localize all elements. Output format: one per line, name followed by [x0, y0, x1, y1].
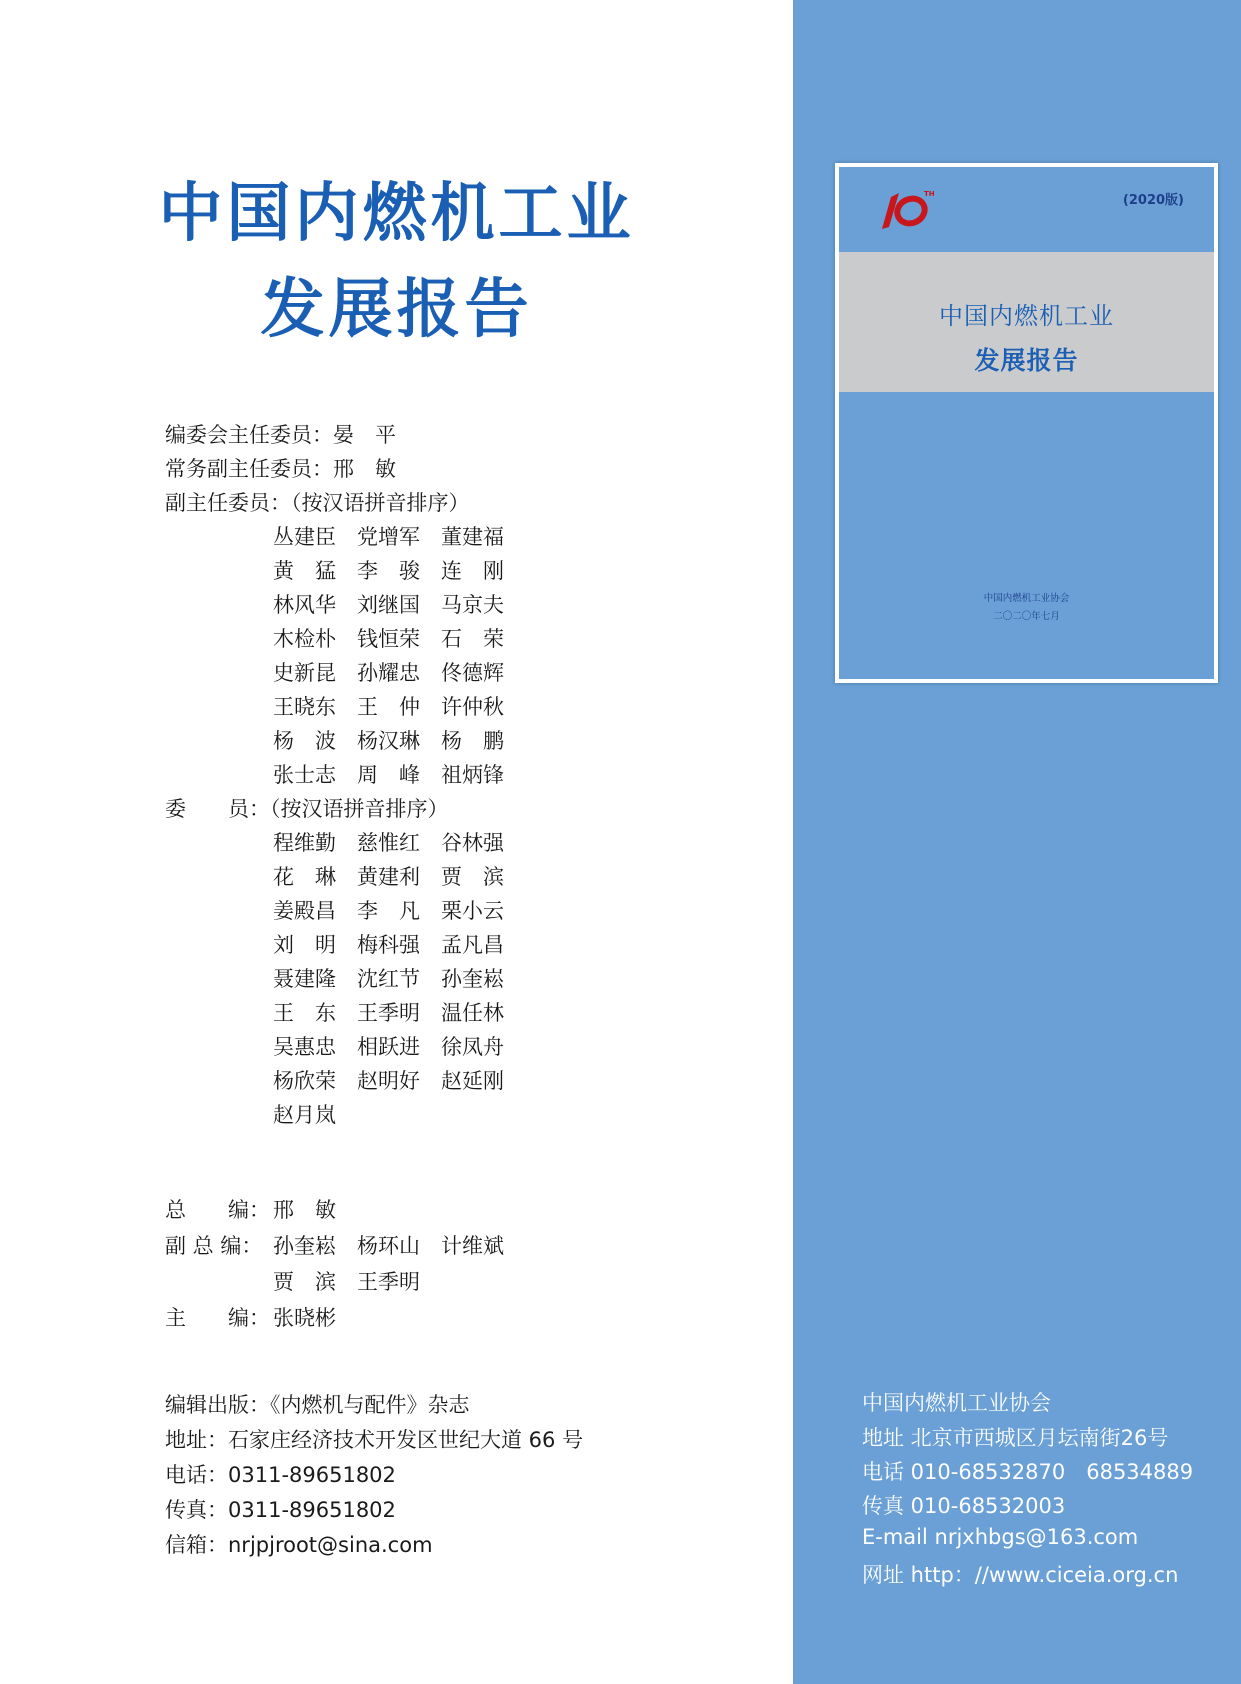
person-name: 赵明好 [357, 1069, 420, 1093]
person-name: 赵月岚 [273, 1103, 336, 1127]
contact-fax: 传真 010-68532003 [862, 1494, 1066, 1518]
contact-email[interactable]: E-mail nrjxhbgs@163.com [862, 1525, 1139, 1549]
person-name: 刘 明 [273, 933, 336, 957]
person-name: 计维斌 [441, 1234, 504, 1258]
cover-date: 二〇二〇年七月 [993, 611, 1060, 622]
person-name: 徐凤舟 [441, 1035, 504, 1059]
cover-title-line2: 发展报告 [974, 346, 1079, 375]
person-name: 杨欣荣 [273, 1069, 336, 1093]
person-name: 刘继国 [357, 593, 420, 617]
person-name: 杨环山 [357, 1234, 420, 1258]
person-name: 温任林 [441, 1001, 504, 1025]
person-name: 木检朴 [273, 627, 336, 651]
person-name: 杨 波 [273, 729, 336, 753]
publisher-address: 地址：石家庄经济技术开发区世纪大道 66 号 [165, 1428, 584, 1452]
vice-chair-heading [165, 486, 470, 520]
member-heading [165, 792, 449, 826]
person-name: 黄建利 [357, 865, 420, 889]
person-name: 丛建臣 [273, 525, 336, 549]
person-name: 钱恒荣 [357, 627, 420, 651]
person-name: 李 骏 [357, 559, 420, 583]
exec-vice-chair-name: 邢 敏 [333, 457, 396, 481]
person-name: 聂建隆 [273, 967, 336, 991]
person-name: 孟凡昌 [441, 933, 504, 957]
person-name: 张晓彬 [273, 1306, 336, 1330]
person-name: 史新昆 [273, 661, 336, 685]
svg-text:TH: TH [924, 190, 935, 198]
member-label: 委 员：（按汉语拼音排序） [165, 797, 449, 821]
person-name: 李 凡 [357, 899, 420, 923]
cover-title-band [839, 252, 1214, 392]
cover-title-line1: 中国内燃机工业 [939, 302, 1114, 330]
person-name: 王 东 [273, 1001, 336, 1025]
person-name: 赵延刚 [441, 1069, 504, 1093]
publisher-line: 编辑出版：《内燃机与配件》杂志 [165, 1393, 470, 1417]
cover-organization: 中国内燃机工业协会 [983, 593, 1070, 604]
anniversary-10th-logo-icon [877, 187, 937, 232]
person-name: 孙奎崧 [273, 1234, 336, 1258]
person-name: 孙耀忠 [357, 661, 420, 685]
contact-organization: 中国内燃机工业协会 [862, 1391, 1051, 1415]
person-name: 沈红节 [357, 967, 420, 991]
person-name: 董建福 [441, 525, 504, 549]
person-name: 慈惟红 [357, 831, 420, 855]
person-name: 栗小云 [441, 899, 504, 923]
person-name: 梅科强 [357, 933, 420, 957]
chair-label: 编委会主任委员： [165, 423, 333, 447]
person-name: 张士志 [273, 763, 336, 787]
page-title-line2: 发展报告 [260, 272, 533, 347]
person-name: 党增军 [357, 525, 420, 549]
person-name: 相跃进 [357, 1035, 420, 1059]
person-name: 杨 鹏 [441, 729, 504, 753]
chair-row [165, 418, 396, 452]
publisher-phone: 电话：0311-89651802 [165, 1463, 396, 1487]
person-name: 吴惠忠 [273, 1035, 336, 1059]
person-name: 连 刚 [441, 559, 504, 583]
person-name: 王季明 [357, 1270, 420, 1294]
publisher-email: 信箱：nrjpjroot@sina.com [165, 1533, 433, 1557]
person-name: 周 峰 [357, 763, 420, 787]
person-name: 黄 猛 [273, 559, 336, 583]
page-title-line1: 中国内燃机工业 [158, 176, 635, 251]
person-name: 祖炳锋 [441, 763, 504, 787]
deputy-editor-label: 副 总 编： [165, 1234, 263, 1258]
person-name: 贾 滨 [441, 865, 504, 889]
deputy-editor-row [165, 1229, 504, 1263]
person-name: 王晓东 [273, 695, 336, 719]
person-name: 姜殿昌 [273, 899, 336, 923]
person-name: 邢 敏 [273, 1198, 336, 1222]
person-name: 王季明 [357, 1001, 420, 1025]
publisher-fax: 传真：0311-89651802 [165, 1498, 396, 1522]
editor-in-chief-label: 总 编： [165, 1198, 270, 1222]
chief-editor-label: 主 编： [165, 1306, 270, 1330]
person-name: 佟德辉 [441, 661, 504, 685]
person-name: 贾 滨 [273, 1270, 336, 1294]
vice-chair-label: 副主任委员：（按汉语拼音排序） [165, 491, 470, 515]
chair-name: 晏 平 [333, 423, 396, 447]
contact-phone: 电话 010-68532870 68534889 [862, 1460, 1194, 1484]
editor-in-chief-row [165, 1193, 336, 1227]
exec-vice-chair-label: 常务副主任委员： [165, 457, 333, 481]
cover-edition: (2020版) [1122, 193, 1184, 208]
cover-thumbnail [835, 163, 1218, 683]
contact-address: 地址 北京市西城区月坛南街26号 [862, 1426, 1169, 1450]
person-name: 石 荣 [441, 627, 504, 651]
person-name: 王 仲 [357, 695, 420, 719]
person-name: 马京夫 [441, 593, 504, 617]
person-name: 谷林强 [441, 831, 504, 855]
person-name: 花 琳 [273, 865, 336, 889]
person-name: 孙奎崧 [441, 967, 504, 991]
chief-editor-row [165, 1301, 336, 1335]
person-name: 程维勤 [273, 831, 336, 855]
person-name: 杨汉琳 [357, 729, 420, 753]
person-name: 许仲秋 [441, 695, 504, 719]
person-name: 林风华 [273, 593, 336, 617]
contact-website[interactable]: 网址 http：//www.ciceia.org.cn [862, 1563, 1179, 1587]
exec-vice-chair-row [165, 452, 396, 486]
